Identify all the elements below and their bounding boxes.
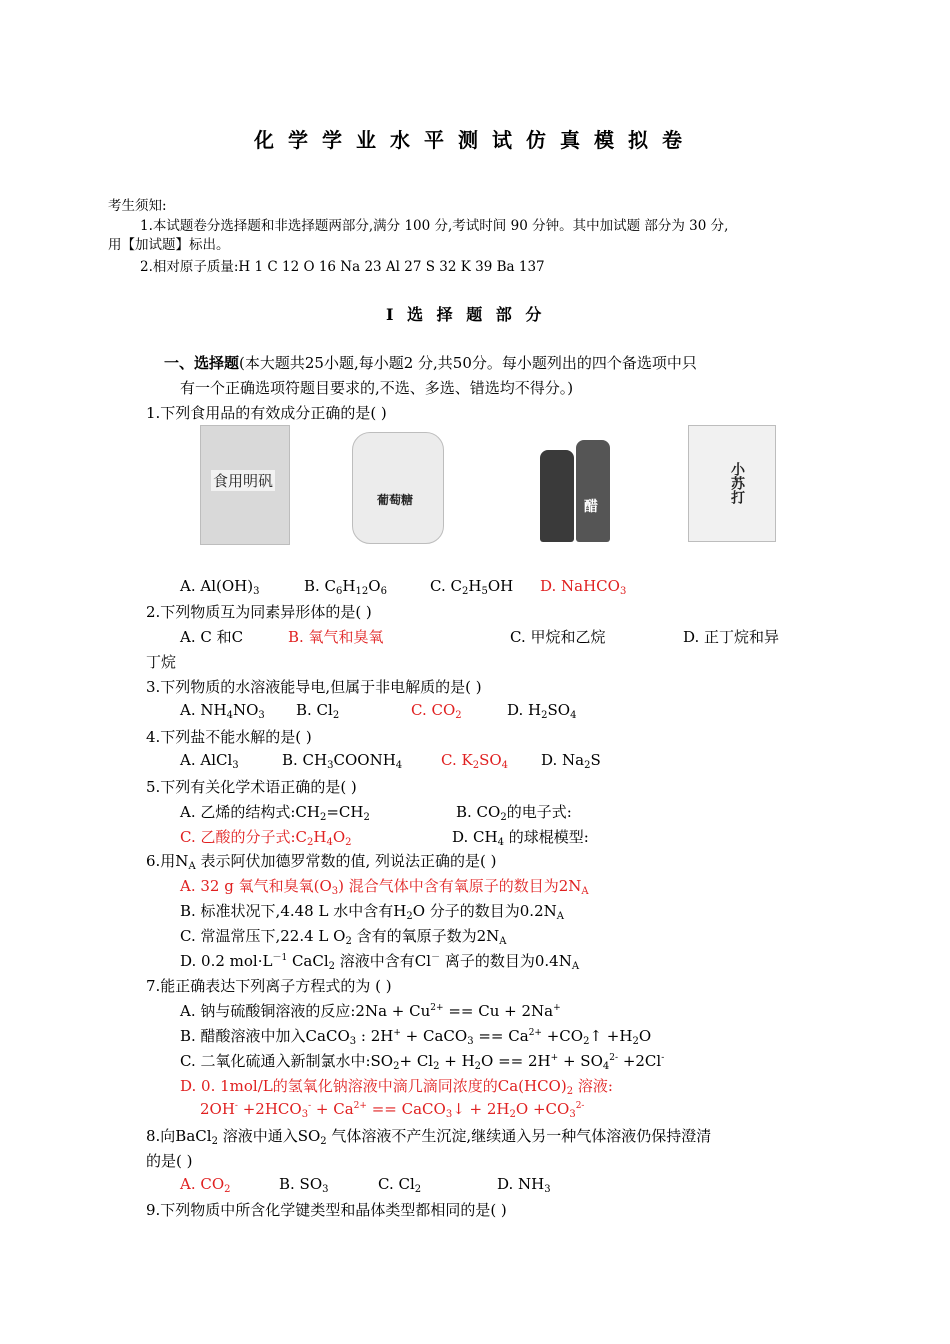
q2-option-a: A. C 和C: [180, 628, 244, 646]
q4-option-c-answer: C. $K_2SO_4$: [441, 751, 509, 771]
question-7-stem: 7.能正确表达下列离子方程式的为 ( ): [146, 977, 392, 995]
q3-option-b: B. $Cl_2$: [296, 701, 340, 721]
q3-option-d: D. $H_2SO_4$: [507, 701, 577, 721]
q1-option-c: C. $C_2H_5OH$: [430, 577, 514, 597]
q4-option-d: D. $Na_2S$: [541, 751, 601, 771]
baking-soda-image: 小苏打: [688, 425, 776, 542]
q3-option-a: A. $NH_4NO_3$: [180, 701, 265, 721]
glucose-jar-image: 葡萄糖: [352, 432, 444, 544]
q7-option-a: A. 钠与硫酸铜溶液的反应:2Na + $Cu^{2+} == Cu + 2Na^+$: [180, 1002, 561, 1020]
question-5-stem: 5.下列有关化学术语正确的是( ): [146, 778, 357, 796]
q8-option-a-answer: A. $CO_2$: [180, 1175, 231, 1195]
section-intro-line2: 有一个正确选项符题目要求的,不选、多选、错选均不得分。): [180, 379, 574, 397]
q2-option-c: C. 甲烷和乙烷: [510, 628, 606, 646]
notice-line1: 1.本试题卷分选择题和非选择题两部分,满分 100 分,考试时间 90 分钟。其中加试题 部分为 30 分,: [140, 218, 729, 234]
notice-line2: 2.相对原子质量:H 1 C 12 O 16 Na 23 Al 27 S 32 K 39 Ba 137: [140, 259, 545, 275]
q5-option-d: D. $CH_4$ 的球棍模型:: [452, 828, 589, 848]
question-2-stem: 2.下列物质互为同素异形体的是( ): [146, 603, 372, 621]
q1-option-d-answer: D. NaHCO$_3$: [540, 577, 627, 597]
q4-option-a: A. AlCl$_3$: [180, 751, 239, 771]
question-8-stem: 8.向BaCl$_2$ 溶液中通入$SO_2$ 气体溶液不产生沉淀,继续通入另一种气体溶液仍保持澄清: [146, 1127, 712, 1147]
alum-package-image: 食用明矾: [200, 425, 290, 545]
q8-option-c: C. $Cl_2$: [378, 1175, 422, 1195]
q2-option-d: D. 正丁烷和异: [683, 628, 780, 646]
q7-option-b: B. 醋酸溶液中加入CaCO$_3$ : 2H+ + CaCO$_3$ == $Ca^{2+}$ $+CO_2↑ +H_2O$: [180, 1027, 652, 1047]
question-4-stem: 4.下列盐不能水解的是( ): [146, 728, 312, 746]
q5-option-c-answer: C. 乙酸的分子式$:C_2H_4O_2$: [180, 828, 352, 848]
q3-option-c-answer: C. $CO_2$: [411, 701, 462, 721]
notice-line1b: 用【加试题】标出。: [108, 237, 230, 253]
q5-option-b: B. $CO_2$的电子式:: [456, 803, 572, 823]
notice-heading: 考生须知:: [108, 198, 167, 214]
q8-option-b: B. $SO_3$: [279, 1175, 329, 1195]
q5-option-a: A. 乙烯的结构式$:CH_2=CH_2$: [180, 803, 370, 823]
question-1-stem: 1.下列食用品的有效成分正确的是( ): [146, 404, 387, 422]
q6-option-d: D. 0.2 $mol\cdot L^{-1}$ CaCl$_2$ 溶液中含有Cl－ 离子的数目为$0.4N_A$: [180, 952, 580, 972]
q7-option-c: C. 二氧化硫通入新制氯水中$:SO_2+ Cl_2 + H_2O == 2H^+ + SO_4^{2-} +2Cl^-$: [180, 1052, 665, 1072]
question-3-stem: 3.下列物质的水溶液能导电,但属于非电解质的是( ): [146, 678, 482, 696]
q2-option-d-cont: 丁烷: [146, 653, 177, 671]
section-title: I 选 择 题 部 分: [386, 305, 546, 324]
question-9-stem: 9.下列物质中所含化学键类型和晶体类型都相同的是( ): [146, 1201, 507, 1219]
q8-option-d: D. $NH_3$: [497, 1175, 551, 1195]
q7-option-d-answer: D. 0. 1mol/L的氢氧化钠溶液中滴几滴同浓度的$Ca(HCO)_2$ 溶液:: [180, 1077, 613, 1097]
q4-option-b: B. $CH_3COONH_4$: [282, 751, 403, 771]
q7-option-d-equation: $2OH^- +2HCO_3^- + Ca^{2+}$ == CaCO$_3$↓ + $2H_2O +CO_3^{2-}$: [200, 1100, 585, 1120]
q6-option-c: C. 常温常压下,22.4 L $O_2$ 含有的氧原子数为$2N_A$: [180, 927, 507, 947]
page-title: 化学学业水平测试仿真模拟卷: [254, 128, 696, 152]
q1-option-b: B. $C_6H_{12}O_6$: [304, 577, 387, 597]
question-8-stem-cont: 的是( ): [146, 1152, 193, 1170]
section-intro: 一、选择题(本大题共25小题,每小题2 分,共50分。每小题列出的四个备选项中只: [164, 354, 697, 372]
question-6-stem: 6.用$N_A$ 表示阿伏加德罗常数的值, 列说法正确的是( ): [146, 852, 497, 872]
vinegar-bottles-image: 醋: [530, 428, 620, 546]
q1-option-a: A. $Al(OH)_3$: [180, 577, 260, 597]
q6-option-b: B. 标准状况下,4.48 L 水中含有$H_2O$ 分子的数目为$0.2N_A$: [180, 902, 564, 922]
q6-option-a-answer: A. 32 g 氧气和臭氧$(O_3)$ 混合气体中含有氧原子的数目为$2N_A$: [180, 877, 589, 897]
q2-option-b-answer: B. 氧气和臭氧: [288, 628, 384, 646]
